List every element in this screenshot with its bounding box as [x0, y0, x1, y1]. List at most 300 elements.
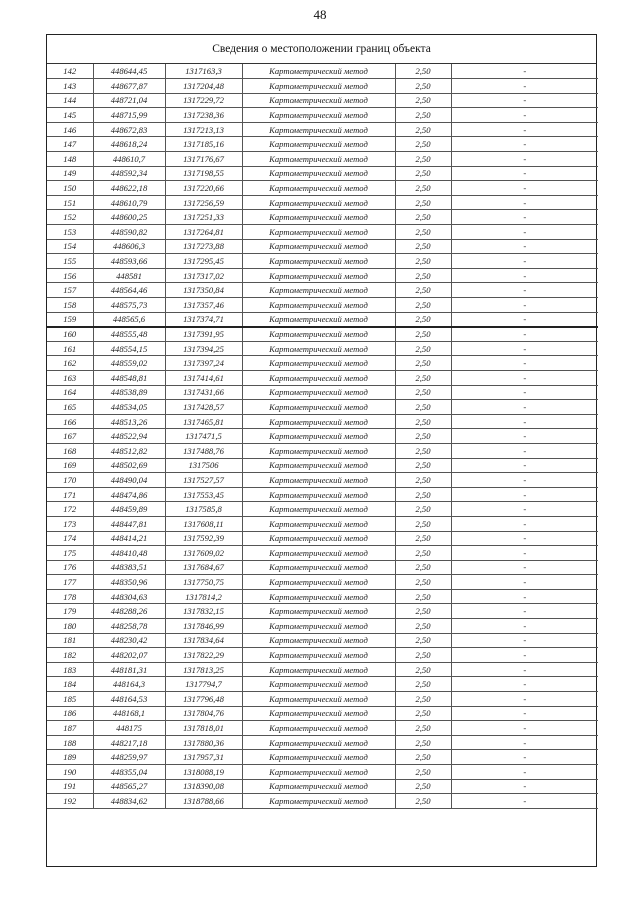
- precision-cell: 2,50: [395, 181, 451, 196]
- coord-x-cell: 448410,48: [93, 546, 165, 561]
- precision-cell: 2,50: [395, 516, 451, 531]
- method-cell: Картометрический метод: [242, 473, 395, 488]
- point-number-cell: 164: [47, 385, 93, 400]
- precision-cell: 2,50: [395, 400, 451, 415]
- note-cell: -: [451, 487, 598, 502]
- note-cell: -: [451, 546, 598, 561]
- coord-x-cell: 448555,48: [93, 327, 165, 342]
- point-number-cell: 171: [47, 487, 93, 502]
- method-cell: Картометрический метод: [242, 458, 395, 473]
- method-cell: Картометрический метод: [242, 662, 395, 677]
- precision-cell: 2,50: [395, 721, 451, 736]
- method-cell: Картометрический метод: [242, 341, 395, 356]
- coord-y-cell: 1317796,48: [165, 692, 242, 707]
- precision-cell: 2,50: [395, 589, 451, 604]
- precision-cell: 2,50: [395, 239, 451, 254]
- method-cell: Картометрический метод: [242, 546, 395, 561]
- method-cell: Картометрический метод: [242, 735, 395, 750]
- method-cell: Картометрический метод: [242, 254, 395, 269]
- note-cell: -: [451, 210, 598, 225]
- table-row: [47, 765, 598, 780]
- coord-x-cell: 448258,78: [93, 619, 165, 634]
- coord-y-cell: 1318788,66: [165, 794, 242, 809]
- point-number-cell: 151: [47, 195, 93, 210]
- coord-y-cell: 1317220,66: [165, 181, 242, 196]
- coord-x-cell: 448610,79: [93, 195, 165, 210]
- table-row: [47, 589, 598, 604]
- point-number-cell: 160: [47, 327, 93, 342]
- method-cell: Картометрический метод: [242, 487, 395, 502]
- note-cell: -: [451, 779, 598, 794]
- precision-cell: 2,50: [395, 473, 451, 488]
- point-number-cell: 186: [47, 706, 93, 721]
- point-number-cell: 175: [47, 546, 93, 561]
- table-row: [47, 400, 598, 415]
- coord-x-cell: 448559,02: [93, 356, 165, 371]
- precision-cell: 2,50: [395, 706, 451, 721]
- note-cell: -: [451, 166, 598, 181]
- precision-cell: 2,50: [395, 648, 451, 663]
- coord-y-cell: 1317822,29: [165, 648, 242, 663]
- precision-cell: 2,50: [395, 195, 451, 210]
- table-row: [47, 181, 598, 196]
- point-number-cell: 144: [47, 93, 93, 108]
- note-cell: -: [451, 283, 598, 298]
- method-cell: Картометрический метод: [242, 239, 395, 254]
- method-cell: Картометрический метод: [242, 137, 395, 152]
- coord-x-cell: 448565,27: [93, 779, 165, 794]
- note-cell: -: [451, 298, 598, 313]
- coord-y-cell: 1317394,25: [165, 341, 242, 356]
- note-cell: -: [451, 619, 598, 634]
- method-cell: Картометрический метод: [242, 108, 395, 123]
- note-cell: -: [451, 516, 598, 531]
- table-row: [47, 619, 598, 634]
- coord-x-cell: 448304,63: [93, 589, 165, 604]
- precision-cell: 2,50: [395, 137, 451, 152]
- method-cell: Картометрический метод: [242, 298, 395, 313]
- method-cell: Картометрический метод: [242, 385, 395, 400]
- point-number-cell: 187: [47, 721, 93, 736]
- point-number-cell: 143: [47, 79, 93, 94]
- coord-x-cell: 448618,24: [93, 137, 165, 152]
- table-row: [47, 429, 598, 444]
- precision-cell: 2,50: [395, 575, 451, 590]
- coord-x-cell: 448490,04: [93, 473, 165, 488]
- table-row: [47, 458, 598, 473]
- coord-y-cell: 1317163,3: [165, 64, 242, 79]
- note-cell: -: [451, 750, 598, 765]
- method-cell: Картометрический метод: [242, 283, 395, 298]
- method-cell: Картометрический метод: [242, 225, 395, 240]
- coord-x-cell: 448383,51: [93, 560, 165, 575]
- method-cell: Картометрический метод: [242, 195, 395, 210]
- precision-cell: 2,50: [395, 750, 451, 765]
- coord-x-cell: 448164,53: [93, 692, 165, 707]
- coord-y-cell: 1317750,75: [165, 575, 242, 590]
- coordinates-table-body: [47, 64, 598, 808]
- table-row: [47, 370, 598, 385]
- note-cell: -: [451, 794, 598, 809]
- table-row: [47, 443, 598, 458]
- note-cell: -: [451, 108, 598, 123]
- table-row: [47, 79, 598, 94]
- method-cell: Картометрический метод: [242, 327, 395, 342]
- point-number-cell: 158: [47, 298, 93, 313]
- precision-cell: 2,50: [395, 370, 451, 385]
- point-number-cell: 147: [47, 137, 93, 152]
- table-row: [47, 312, 598, 327]
- coord-y-cell: 1317391,95: [165, 327, 242, 342]
- note-cell: -: [451, 414, 598, 429]
- point-number-cell: 150: [47, 181, 93, 196]
- coord-x-cell: 448181,31: [93, 662, 165, 677]
- page-number: 48: [313, 7, 327, 22]
- point-number-cell: 162: [47, 356, 93, 371]
- note-cell: -: [451, 633, 598, 648]
- coord-x-cell: 448447,81: [93, 516, 165, 531]
- precision-cell: 2,50: [395, 79, 451, 94]
- note-cell: -: [451, 356, 598, 371]
- method-cell: Картометрический метод: [242, 400, 395, 415]
- precision-cell: 2,50: [395, 677, 451, 692]
- precision-cell: 2,50: [395, 765, 451, 780]
- point-number-cell: 168: [47, 443, 93, 458]
- note-cell: -: [451, 648, 598, 663]
- precision-cell: 2,50: [395, 443, 451, 458]
- table-row: [47, 779, 598, 794]
- coord-x-cell: 448672,83: [93, 122, 165, 137]
- point-number-cell: 179: [47, 604, 93, 619]
- table-row: [47, 254, 598, 269]
- note-cell: -: [451, 181, 598, 196]
- method-cell: Картометрический метод: [242, 765, 395, 780]
- point-number-cell: 159: [47, 312, 93, 327]
- note-cell: -: [451, 225, 598, 240]
- method-cell: Картометрический метод: [242, 443, 395, 458]
- precision-cell: 2,50: [395, 225, 451, 240]
- point-number-cell: 161: [47, 341, 93, 356]
- method-cell: Картометрический метод: [242, 516, 395, 531]
- point-number-cell: 146: [47, 122, 93, 137]
- coord-x-cell: 448175: [93, 721, 165, 736]
- note-cell: -: [451, 152, 598, 167]
- coord-x-cell: 448592,34: [93, 166, 165, 181]
- coord-x-cell: 448548,81: [93, 370, 165, 385]
- coord-y-cell: 1317813,25: [165, 662, 242, 677]
- coord-x-cell: 448606,3: [93, 239, 165, 254]
- method-cell: Картометрический метод: [242, 166, 395, 181]
- table-row: [47, 473, 598, 488]
- coord-x-cell: 448534,05: [93, 400, 165, 415]
- precision-cell: 2,50: [395, 546, 451, 561]
- table-row: [47, 414, 598, 429]
- coord-x-cell: 448202,07: [93, 648, 165, 663]
- coord-y-cell: 1317609,02: [165, 546, 242, 561]
- coord-x-cell: 448459,89: [93, 502, 165, 517]
- method-cell: Картометрический метод: [242, 779, 395, 794]
- coord-y-cell: 1317256,59: [165, 195, 242, 210]
- coord-y-cell: 1317471,5: [165, 429, 242, 444]
- coord-y-cell: 1318390,08: [165, 779, 242, 794]
- table-row: [47, 64, 598, 79]
- table-row: [47, 93, 598, 108]
- coord-x-cell: 448622,18: [93, 181, 165, 196]
- precision-cell: 2,50: [395, 633, 451, 648]
- note-cell: -: [451, 677, 598, 692]
- point-number-cell: 165: [47, 400, 93, 415]
- table-row: [47, 721, 598, 736]
- table-row: [47, 662, 598, 677]
- method-cell: Картометрический метод: [242, 64, 395, 79]
- coord-y-cell: 1317317,02: [165, 268, 242, 283]
- note-cell: -: [451, 692, 598, 707]
- method-cell: Картометрический метод: [242, 589, 395, 604]
- coord-x-cell: 448593,66: [93, 254, 165, 269]
- coord-y-cell: 1317397,24: [165, 356, 242, 371]
- coord-x-cell: 448600,25: [93, 210, 165, 225]
- coord-y-cell: 1317238,36: [165, 108, 242, 123]
- note-cell: -: [451, 458, 598, 473]
- coord-x-cell: 448230,42: [93, 633, 165, 648]
- table-row: [47, 108, 598, 123]
- precision-cell: 2,50: [395, 341, 451, 356]
- table-row: [47, 692, 598, 707]
- precision-cell: 2,50: [395, 210, 451, 225]
- table-row: [47, 225, 598, 240]
- point-number-cell: 189: [47, 750, 93, 765]
- table-row: [47, 735, 598, 750]
- note-cell: -: [451, 589, 598, 604]
- point-number-cell: 157: [47, 283, 93, 298]
- method-cell: Картометрический метод: [242, 93, 395, 108]
- coord-y-cell: 1317818,01: [165, 721, 242, 736]
- table-row: [47, 385, 598, 400]
- point-number-cell: 176: [47, 560, 93, 575]
- precision-cell: 2,50: [395, 385, 451, 400]
- point-number-cell: 167: [47, 429, 93, 444]
- point-number-cell: 178: [47, 589, 93, 604]
- precision-cell: 2,50: [395, 64, 451, 79]
- point-number-cell: 142: [47, 64, 93, 79]
- coord-y-cell: 1317684,67: [165, 560, 242, 575]
- point-number-cell: 174: [47, 531, 93, 546]
- method-cell: Картометрический метод: [242, 750, 395, 765]
- method-cell: Картометрический метод: [242, 604, 395, 619]
- point-number-cell: 170: [47, 473, 93, 488]
- method-cell: Картометрический метод: [242, 721, 395, 736]
- note-cell: -: [451, 502, 598, 517]
- precision-cell: 2,50: [395, 122, 451, 137]
- table-row: [47, 298, 598, 313]
- coord-y-cell: 1317794,7: [165, 677, 242, 692]
- coord-y-cell: 1317204,48: [165, 79, 242, 94]
- note-cell: -: [451, 137, 598, 152]
- table-row: [47, 546, 598, 561]
- coord-y-cell: 1317553,45: [165, 487, 242, 502]
- note-cell: -: [451, 706, 598, 721]
- point-number-cell: 169: [47, 458, 93, 473]
- coord-y-cell: 1317506: [165, 458, 242, 473]
- precision-cell: 2,50: [395, 429, 451, 444]
- note-cell: -: [451, 312, 598, 327]
- coord-y-cell: 1317832,15: [165, 604, 242, 619]
- coord-x-cell: 448565,6: [93, 312, 165, 327]
- coord-y-cell: 1317185,16: [165, 137, 242, 152]
- coord-y-cell: 1317213,13: [165, 122, 242, 137]
- point-number-cell: 152: [47, 210, 93, 225]
- coord-x-cell: 448164,3: [93, 677, 165, 692]
- note-cell: -: [451, 93, 598, 108]
- coord-x-cell: 448564,46: [93, 283, 165, 298]
- coord-y-cell: 1317814,2: [165, 589, 242, 604]
- coord-x-cell: 448259,97: [93, 750, 165, 765]
- method-cell: Картометрический метод: [242, 502, 395, 517]
- point-number-cell: 173: [47, 516, 93, 531]
- table-row: [47, 516, 598, 531]
- coord-x-cell: 448538,89: [93, 385, 165, 400]
- point-number-cell: 177: [47, 575, 93, 590]
- note-cell: -: [451, 604, 598, 619]
- table-row: [47, 327, 598, 342]
- method-cell: Картометрический метод: [242, 181, 395, 196]
- table-row: [47, 575, 598, 590]
- point-number-cell: 191: [47, 779, 93, 794]
- note-cell: -: [451, 239, 598, 254]
- precision-cell: 2,50: [395, 108, 451, 123]
- note-cell: -: [451, 560, 598, 575]
- table-row: [47, 283, 598, 298]
- point-number-cell: 155: [47, 254, 93, 269]
- coord-y-cell: 1317846,99: [165, 619, 242, 634]
- method-cell: Картометрический метод: [242, 677, 395, 692]
- coord-x-cell: 448721,04: [93, 93, 165, 108]
- point-number-cell: 181: [47, 633, 93, 648]
- table-row: [47, 137, 598, 152]
- method-cell: Картометрический метод: [242, 79, 395, 94]
- note-cell: -: [451, 735, 598, 750]
- precision-cell: 2,50: [395, 487, 451, 502]
- note-cell: -: [451, 765, 598, 780]
- coordinates-table: [47, 64, 598, 809]
- coord-y-cell: 1317374,71: [165, 312, 242, 327]
- coord-y-cell: 1317198,55: [165, 166, 242, 181]
- coord-y-cell: 1317592,39: [165, 531, 242, 546]
- precision-cell: 2,50: [395, 692, 451, 707]
- coord-x-cell: 448168,1: [93, 706, 165, 721]
- table-row: [47, 531, 598, 546]
- method-cell: Картометрический метод: [242, 429, 395, 444]
- method-cell: Картометрический метод: [242, 692, 395, 707]
- note-cell: -: [451, 64, 598, 79]
- coord-y-cell: 1317880,36: [165, 735, 242, 750]
- table-row: [47, 502, 598, 517]
- coord-x-cell: 448834,62: [93, 794, 165, 809]
- point-number-cell: 180: [47, 619, 93, 634]
- point-number-cell: 190: [47, 765, 93, 780]
- method-cell: Картометрический метод: [242, 122, 395, 137]
- coord-x-cell: 448610,7: [93, 152, 165, 167]
- coord-x-cell: 448715,99: [93, 108, 165, 123]
- precision-cell: 2,50: [395, 312, 451, 327]
- coord-y-cell: 1317176,67: [165, 152, 242, 167]
- note-cell: -: [451, 531, 598, 546]
- method-cell: Картометрический метод: [242, 575, 395, 590]
- coord-y-cell: 1317414,61: [165, 370, 242, 385]
- coord-x-cell: 448644,45: [93, 64, 165, 79]
- table-row: [47, 341, 598, 356]
- coord-y-cell: 1317229,72: [165, 93, 242, 108]
- method-cell: Картометрический метод: [242, 633, 395, 648]
- coord-x-cell: 448513,26: [93, 414, 165, 429]
- coord-y-cell: 1317350,84: [165, 283, 242, 298]
- precision-cell: 2,50: [395, 502, 451, 517]
- coord-x-cell: 448217,18: [93, 735, 165, 750]
- coord-y-cell: 1317488,76: [165, 443, 242, 458]
- coord-x-cell: 448350,96: [93, 575, 165, 590]
- table-row: [47, 152, 598, 167]
- precision-cell: 2,50: [395, 619, 451, 634]
- coord-x-cell: 448554,15: [93, 341, 165, 356]
- precision-cell: 2,50: [395, 152, 451, 167]
- method-cell: Картометрический метод: [242, 560, 395, 575]
- method-cell: Картометрический метод: [242, 152, 395, 167]
- coord-y-cell: 1317585,8: [165, 502, 242, 517]
- table-row: [47, 239, 598, 254]
- note-cell: -: [451, 268, 598, 283]
- table-row: [47, 633, 598, 648]
- method-cell: Картометрический метод: [242, 648, 395, 663]
- precision-cell: 2,50: [395, 458, 451, 473]
- coord-y-cell: 1317357,46: [165, 298, 242, 313]
- precision-cell: 2,50: [395, 531, 451, 546]
- note-cell: -: [451, 254, 598, 269]
- precision-cell: 2,50: [395, 268, 451, 283]
- section-title: Сведения о местоположении границ объекта: [47, 35, 596, 64]
- precision-cell: 2,50: [395, 356, 451, 371]
- precision-cell: 2,50: [395, 283, 451, 298]
- precision-cell: 2,50: [395, 414, 451, 429]
- coord-y-cell: 1317804,76: [165, 706, 242, 721]
- point-number-cell: 153: [47, 225, 93, 240]
- coord-x-cell: 448512,82: [93, 443, 165, 458]
- precision-cell: 2,50: [395, 298, 451, 313]
- note-cell: -: [451, 195, 598, 210]
- point-number-cell: 154: [47, 239, 93, 254]
- note-cell: -: [451, 662, 598, 677]
- point-number-cell: 156: [47, 268, 93, 283]
- method-cell: Картометрический метод: [242, 210, 395, 225]
- precision-cell: 2,50: [395, 93, 451, 108]
- method-cell: Картометрический метод: [242, 531, 395, 546]
- point-number-cell: 172: [47, 502, 93, 517]
- coord-x-cell: 448414,21: [93, 531, 165, 546]
- precision-cell: 2,50: [395, 735, 451, 750]
- coord-y-cell: 1317465,81: [165, 414, 242, 429]
- boundary-sheet: [46, 34, 597, 867]
- coord-y-cell: 1317264,81: [165, 225, 242, 240]
- table-row: [47, 122, 598, 137]
- table-row: [47, 210, 598, 225]
- precision-cell: 2,50: [395, 779, 451, 794]
- coord-x-cell: 448502,69: [93, 458, 165, 473]
- table-row: [47, 356, 598, 371]
- precision-cell: 2,50: [395, 794, 451, 809]
- note-cell: -: [451, 443, 598, 458]
- precision-cell: 2,50: [395, 254, 451, 269]
- precision-cell: 2,50: [395, 604, 451, 619]
- table-row: [47, 268, 598, 283]
